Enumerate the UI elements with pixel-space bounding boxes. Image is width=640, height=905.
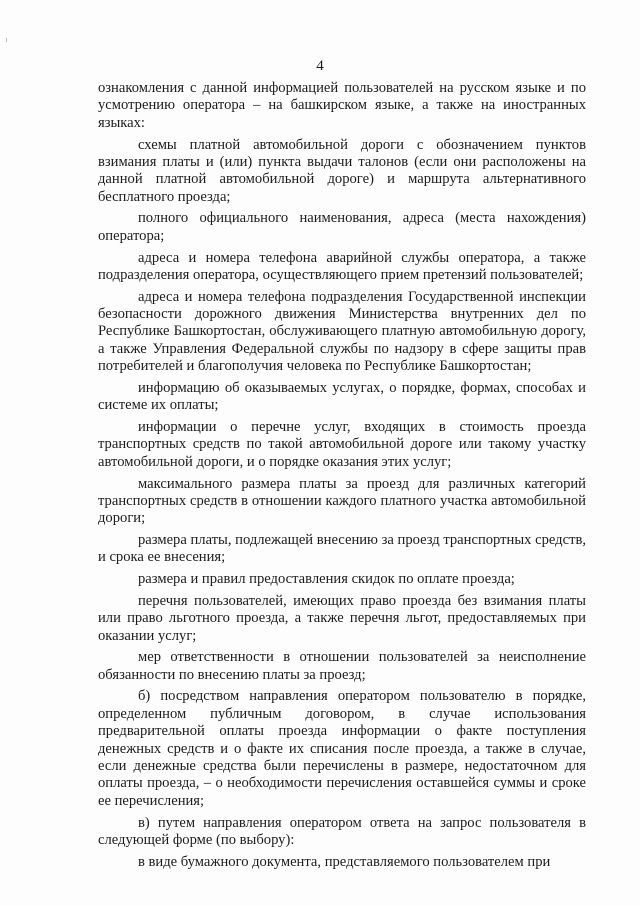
- paragraph-continuation: ознакомления с данной информацией пользователей на русском языке и по усмотрению оператора – на башкирском языке, а также на иностранных языках:: [98, 80, 586, 131]
- paragraph-paper-document: в виде бумажного документа, представляемого пользователем при: [138, 853, 551, 870]
- paragraph-max-fee: максимального размера платы за проезд для различных категорий транспортных средств в отношении каждого платного участка автомобильной дороги;: [98, 475, 586, 527]
- paragraph-liability: мер ответственности в отношении пользователей за неисполнение обязанности по внесению платы за проезд;: [98, 649, 586, 683]
- paragraph-fee-amount: размера платы, подлежащей внесению за проезд транспортных средств, и срока ее внесения;: [98, 532, 586, 566]
- document-body: [98, 80, 586, 871]
- paragraph-traffic-inspection: адреса и номера телефона подразделения Государственной инспекции безопасности дорожного движения Министерства внутренних дел по Республике Башкортостан, обслуживающего платную автомобильную дорогу, а также Управления Федеральной службы по надзору в сфере защиты прав потребителей и благополучия человека по Республике Башкортостан;: [98, 288, 586, 375]
- scan-edge-mark: [6, 38, 7, 42]
- paragraph-services-list: информации о перечне услуг, входящих в стоимость проезда транспортных средств по такой автомобильной дороге или такому участку автомобильной дороги, и о порядке оказания этих услуг;: [98, 419, 586, 470]
- paragraph-operator-name: полного официального наименования, адреса (места нахождения) оператора;: [98, 210, 586, 244]
- page-number: 4: [316, 58, 324, 74]
- paragraph-discounts: размера и правил предоставления скидок по оплате проезда;: [138, 571, 515, 588]
- paragraph-emergency-service: адреса и номера телефона аварийной службы оператора, а также подразделения оператора, осуществляющего прием претензий пользователей;: [98, 249, 586, 283]
- paragraph-exempt-users: перечня пользователей, имеющих право проезда без взимания платы или право льготного проезда, а также перечня льгот, предоставляемых при оказании услуг;: [98, 592, 586, 644]
- paragraph-services-payment: информацию об оказываемых услугах, о порядке, формах, способах и системе их оплаты;: [98, 379, 586, 414]
- paragraph-item-v: в) путем направления оператором ответа на запрос пользователя в следующей форме (по выбору):: [98, 814, 586, 848]
- paragraph-item-b: б) посредством направления оператором пользователю в порядке, определенном публичным договором, в случае использования предварительной оплаты проезда информации о факте поступления денежных средств и о факте их списания после проезда, а также в случае, если денежные средства были перечислены в размере, недостаточном для оплаты проезда, – о необходимости перечисления оставшейся суммы и сроке ее перечисления;: [98, 688, 586, 809]
- paragraph-road-scheme: схемы платной автомобильной дороги с обозначением пунктов взимания платы и (или) пункта выдачи талонов (если они расположены на данной платной автомобильной дороге) и маршрута альтернативного бесплатного проезда;: [98, 136, 586, 205]
